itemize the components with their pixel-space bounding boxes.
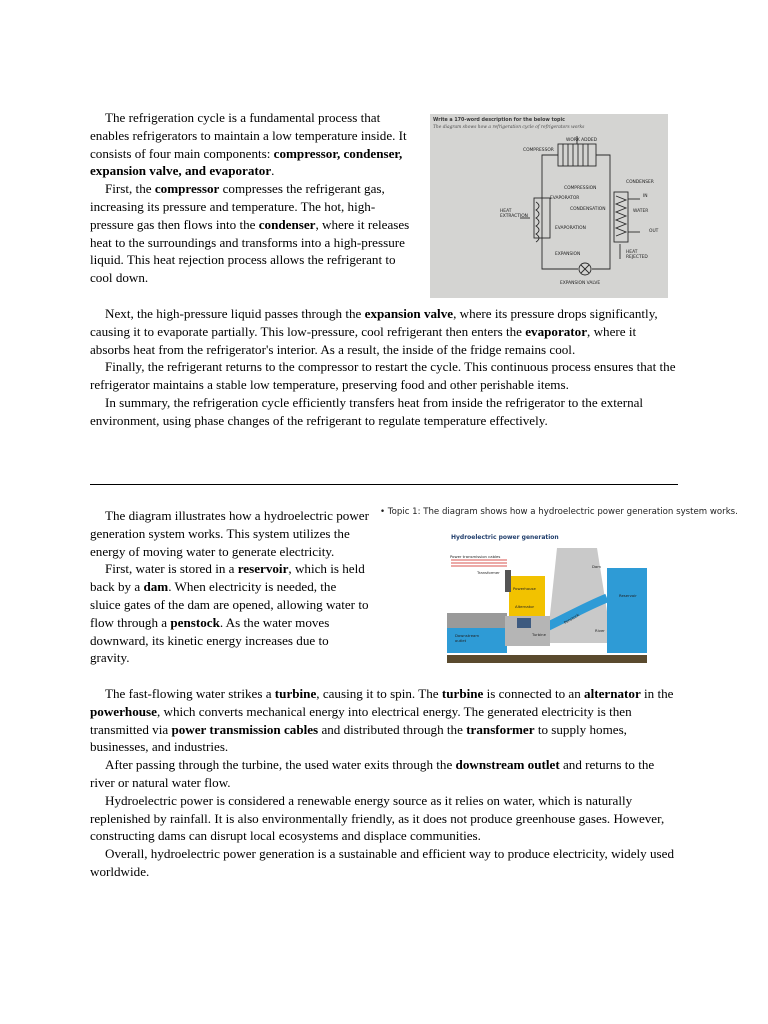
- text: in the: [640, 686, 674, 701]
- label-work-added: WORK ADDED: [566, 138, 598, 143]
- bold-term: penstock: [170, 614, 220, 630]
- label-powerhouse: Powerhouse: [513, 586, 536, 591]
- label-evaporator: EVAPORATOR: [550, 196, 580, 201]
- bold-term: powerhouse: [90, 703, 157, 719]
- bold-term: dam: [143, 579, 169, 595]
- text: First, water is stored in a: [105, 561, 238, 577]
- text: . When electricity is needed, the sluice gates of the dam are opened, allowing water to flow through a: [90, 579, 369, 630]
- label-cables: Power transmission cables: [450, 554, 501, 559]
- text: , which converts mechanical energy into electrical energy. The generated electricity is then transmitted via: [90, 703, 632, 737]
- label-in: IN: [643, 194, 648, 199]
- essay1-paragraph-5: In summary, the refrigeration cycle efficiently transfers heat from inside the refrigerator to the external environment, using phase changes of the refrigerant to regulate temperature effectively.: [90, 394, 644, 428]
- essay2-paragraph-4: [90, 756, 678, 792]
- essay2-body-block: [90, 685, 678, 881]
- diagram-title: Hydroelectric power generation: [451, 534, 559, 541]
- essay1-body-block: [90, 305, 678, 430]
- text: .: [271, 163, 275, 179]
- bold-term: turbine: [274, 686, 317, 701]
- label-transformer: Transformer: [477, 570, 500, 575]
- photo-header: Write a 170-word description for the below topic: [433, 118, 565, 123]
- essay2-paragraph-3: [90, 685, 678, 756]
- text: compresses the refrigerant gas, increasing its pressure and temperature. The hot, high-pressure gas then flows into the: [90, 181, 385, 232]
- bold-term: downstream outlet: [455, 757, 560, 773]
- reservoir-water: [607, 568, 647, 653]
- text: First, the: [105, 181, 155, 197]
- label-penstock: Penstock: [562, 612, 581, 625]
- bold-term: evaporator: [525, 323, 588, 339]
- bold-term: transformer: [466, 721, 535, 737]
- text: to supply homes, businesses, and industries.: [90, 721, 627, 755]
- label-river: River: [595, 628, 605, 633]
- compressor-box: [558, 144, 596, 166]
- essay1-paragraph-3: [90, 305, 678, 358]
- label-downstream: Downstream outlet: [455, 633, 480, 643]
- transformer-tower: [505, 570, 511, 592]
- label-condenser: CONDENSER: [626, 180, 654, 185]
- essay2-paragraph-2: [90, 560, 370, 667]
- essay2-paragraph-6: Overall, hydroelectric power generation is a sustainable and efficient way to produce electricity, widely used worldwide.: [90, 846, 674, 879]
- text: and returns to the river or natural water flow.: [90, 757, 655, 790]
- label-compressor: COMPRESSOR: [523, 148, 554, 153]
- text: The refrigeration cycle is a fundamental process that enables refrigerators to maintain a low temperature inside. It consists of four main components:: [90, 110, 407, 161]
- label-turbine: Turbine: [532, 632, 546, 637]
- text: The fast-flowing water strikes a: [105, 686, 275, 701]
- turbine-body: [517, 618, 531, 628]
- text: Next, the high-pressure liquid passes through the: [105, 306, 365, 321]
- refrigeration-cycle-photo: [430, 114, 668, 298]
- topic-caption: • Topic 1: The diagram shows how a hydroelectric power generation system works.: [380, 507, 738, 517]
- ground-strip: [447, 655, 647, 663]
- label-dam: Dam: [592, 564, 601, 569]
- text: , which is held back by a: [90, 561, 365, 595]
- essay1-paragraph-2: [90, 180, 416, 287]
- essay1-intro-block: [90, 109, 416, 287]
- essay2-intro-block: [90, 507, 370, 667]
- bold-term: expansion valve: [364, 306, 454, 321]
- photo-subheader: The diagram shows how a refrigeration cycle of refrigerators works: [433, 125, 585, 130]
- text: and distributed through the: [318, 721, 467, 737]
- bold-term: turbine: [441, 686, 484, 701]
- label-reservoir: Reservoir: [619, 593, 637, 598]
- label-compression: COMPRESSION: [564, 186, 597, 191]
- text: After passing through the turbine, the used water exits through the: [105, 757, 456, 773]
- text: , where it releases heat to the surroundings and transforms into a high-pressure liquid. This heat rejection process allows the refrigerant to cool down.: [90, 216, 410, 286]
- essay1-paragraph-4: Finally, the refrigerant returns to the compressor to restart the cycle. This continuous process ensures that the refrigerator maintains a stable low temperature, preserving food and other perishable items.: [90, 359, 676, 393]
- label-heat-rejected: HEAT REJECTED: [626, 250, 648, 260]
- bold-term: reservoir: [237, 561, 289, 577]
- section-divider: [90, 484, 678, 485]
- bold-term: compressor: [154, 181, 220, 197]
- label-out: OUT: [649, 229, 659, 234]
- label-expansion-valve: EXPANSION VALVE: [560, 281, 601, 286]
- bold-term: power transmission cables: [171, 721, 319, 737]
- text: , where it absorbs heat from the refrigerator's interior. As a result, the inside of the fridge remains cool.: [90, 323, 637, 357]
- bold-term: compressor, condenser, expansion valve, and evaporator: [90, 145, 403, 179]
- text: is connected to an: [483, 686, 585, 701]
- text: , causing it to spin. The: [316, 686, 442, 701]
- bold-term: alternator: [584, 686, 641, 701]
- text: , where its pressure drops significantly, causing it to evaporate partially. This low-pressure, cool refrigerant then enters the: [90, 306, 658, 339]
- bold-term: condenser: [258, 216, 316, 232]
- hydroelectric-diagram: [447, 528, 647, 663]
- label-water: WATER: [633, 209, 649, 214]
- label-expansion: EXPANSION: [555, 252, 581, 257]
- refrigeration-cycle-diagram: [430, 114, 668, 298]
- text: . As the water moves downward, its kinetic energy increases due to gravity.: [90, 614, 330, 666]
- label-evaporation: EVAPORATION: [555, 226, 586, 231]
- essay1-paragraph-1: [90, 109, 416, 180]
- label-heat-extraction: HEAT EXTRACTION: [500, 209, 528, 219]
- powerhouse-box: [509, 576, 545, 616]
- essay2-paragraph-1: The diagram illustrates how a hydroelectric power generation system works. This system utilizes the energy of moving water to generate electricity.: [90, 508, 369, 559]
- essay2-paragraph-5: Hydroelectric power is considered a renewable energy source as it relies on water, which is naturally replenished by rainfall. It is also environmentally friendly, as it does not produce greenhouse gases. However, constructing dams can disrupt local ecosystems and displace communities.: [90, 792, 665, 844]
- label-condensation: CONDENSATION: [570, 207, 606, 212]
- label-alternator: Alternator: [515, 604, 535, 609]
